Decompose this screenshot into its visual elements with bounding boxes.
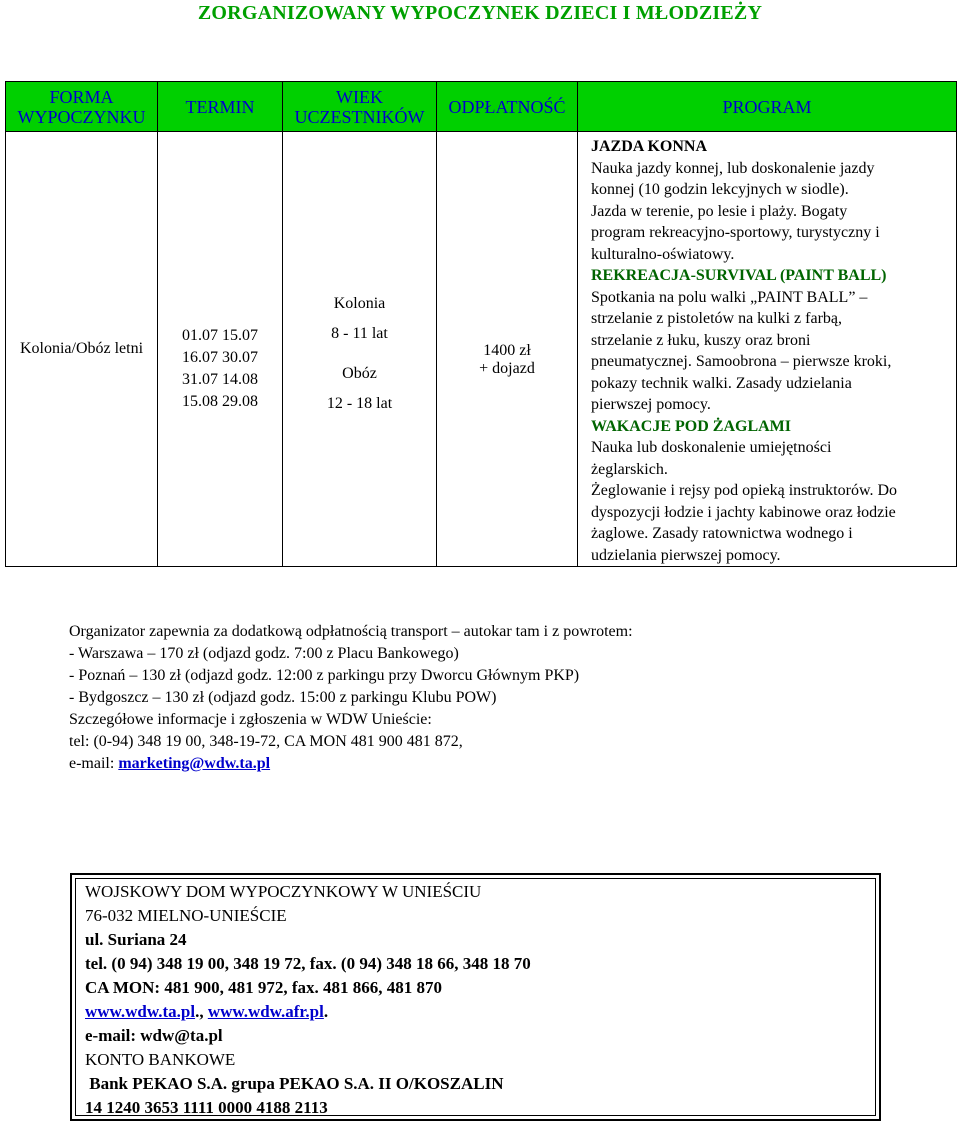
route-item: - Poznań – 130 zł (odjazd godz. 12:00 z parkingu przy Dworcu Głównym PKP) (69, 667, 580, 684)
fee-extra: + dojazd (479, 360, 535, 377)
camp-table (5, 81, 957, 567)
contact-section (85, 880, 865, 1120)
contact-ca-mon: CA MON: 481 900, 481 972, fax. 481 866, 481 870 (85, 978, 442, 997)
contact-phone: tel. (0 94) 348 19 00, 348 19 72, fax. (0 94) 348 18 66, 348 18 70 (85, 954, 531, 973)
term-item: 31.07 14.08 (182, 371, 258, 388)
program-line: pokazy technik walki. Zasady udzielania (591, 374, 852, 392)
program-sailing-title: WAKACJE POD ŻAGLAMI (591, 417, 792, 435)
phones-note: tel: (0-94) 348 19 00, 348-19-72, CA MON 481 900 481 872, (69, 733, 463, 750)
header-form (6, 82, 158, 132)
web-link-2[interactable]: www.wdw.afr.pl (207, 1002, 324, 1021)
program-line: kulturalno-oświatowy. (591, 245, 735, 263)
table-header-row (6, 82, 957, 132)
program-line: Nauka jazdy konnej, lub doskonalenie jazdy (591, 159, 875, 177)
program-line: program rekreacyjno-sportowy, turystyczny i (591, 224, 880, 241)
term-item: 01.07 15.07 (182, 327, 258, 344)
program-line: Jazda w terenie, po lesie i plaży. Bogaty (591, 202, 848, 220)
contact-name: WOJSKOWY DOM WYPOCZYNKOWY W UNIEŚCIU (85, 882, 482, 901)
program-line: konnej (10 godzin lekcyjnych w siodle). (591, 181, 849, 198)
fee-amount: 1400 zł (483, 342, 531, 359)
email-link[interactable]: marketing@wdw.ta.pl (118, 755, 271, 772)
program-line: żaglowe. Zasady ratownictwa wodnego i (591, 525, 853, 542)
program-line: Żeglowanie i rejsy pod opieką instruktorów. Do (591, 482, 898, 499)
cell-fee (437, 132, 578, 567)
contact-street: ul. Suriana 24 (85, 930, 187, 949)
header-term: TERMIN (158, 82, 283, 132)
contact-account-label: KONTO BANKOWE (85, 1050, 236, 1069)
email-line (69, 753, 929, 775)
transport-note: Organizator zapewnia za dodatkową odpłatnością transport – autokar tam i z powrotem: (69, 623, 633, 640)
contact-bank: Bank PEKAO S.A. grupa PEKAO S.A. II O/KOSZALIN (85, 1074, 504, 1093)
web-link-1[interactable]: www.wdw.ta.pl (85, 1002, 196, 1021)
email-label: e-mail: (69, 755, 119, 772)
page-title: ZORGANIZOWANY WYPOCZYNEK DZIECI I MŁODZIEŻY (197, 2, 763, 24)
age-kolonia-range: 8 - 11 lat (331, 325, 388, 342)
cell-ages (283, 132, 437, 567)
program-riding-title: JAZDA KONNA (591, 138, 708, 155)
program-line: strzelanie z łuku, kuszy oraz broni (591, 331, 811, 349)
table-row (6, 132, 957, 567)
age-oboz-range: 12 - 18 lat (326, 395, 393, 412)
program-line: udzielania pierwszej pomocy. (591, 546, 781, 564)
contact-account-number: 14 1240 3653 1111 0000 4188 2113 (85, 1098, 328, 1117)
program-line: pneumatycznej. Samoobrona – pierwsze kroki, (591, 353, 892, 370)
header-age-line2: UCZESTNIKÓW (294, 106, 425, 127)
info-section (69, 621, 929, 775)
age-kolonia-label: Kolonia (333, 295, 386, 312)
header-age (283, 82, 437, 132)
program-line: strzelanie z pistoletów na kulki z farbą, (591, 310, 843, 327)
header-form-line2: WYPOCZYNKU (17, 106, 146, 127)
route-item: - Bydgoszcz – 130 zł (odjazd godz. 15:00 z parkingu Klubu POW) (69, 689, 497, 706)
header-fee: ODPŁATNOŚĆ (437, 82, 578, 132)
route-item: - Warszawa – 170 zł (odjazd godz. 7:00 z Placu Bankowego) (69, 645, 459, 662)
program-line: Nauka lub doskonalenie umiejętności (591, 439, 832, 456)
program-line: żeglarskich. (591, 460, 668, 478)
program-survival-title: REKREACJA-SURVIVAL (PAINT BALL) (591, 267, 887, 284)
term-item: 16.07 30.07 (182, 349, 258, 366)
age-oboz-label: Obóz (342, 365, 377, 382)
header-program: PROGRAM (578, 82, 957, 132)
term-item: 15.08 29.08 (182, 393, 258, 410)
program-line: Spotkania na polu walki „PAINT BALL” – (591, 288, 868, 306)
contact-postcode: 76-032 MIELNO-UNIEŚCIE (85, 906, 287, 925)
header-form-line1: FORMA (49, 86, 114, 107)
contact-web (85, 1000, 865, 1024)
web-end: . (323, 1002, 329, 1021)
contact-email: e-mail: wdw@ta.pl (85, 1026, 223, 1045)
web-separator: ., (195, 1002, 208, 1021)
program-line: dyspozycji łodzie i jachty kabinowe oraz łodzie (591, 503, 896, 521)
cell-program (578, 132, 957, 567)
program-line: pierwszej pomocy. (591, 396, 711, 413)
cell-form: Kolonia/Obóz letni (6, 132, 158, 567)
cell-terms (158, 132, 283, 567)
header-age-line1: WIEK (336, 86, 383, 107)
details-note: Szczegółowe informacje i zgłoszenia w WDW Unieście: (69, 711, 432, 728)
